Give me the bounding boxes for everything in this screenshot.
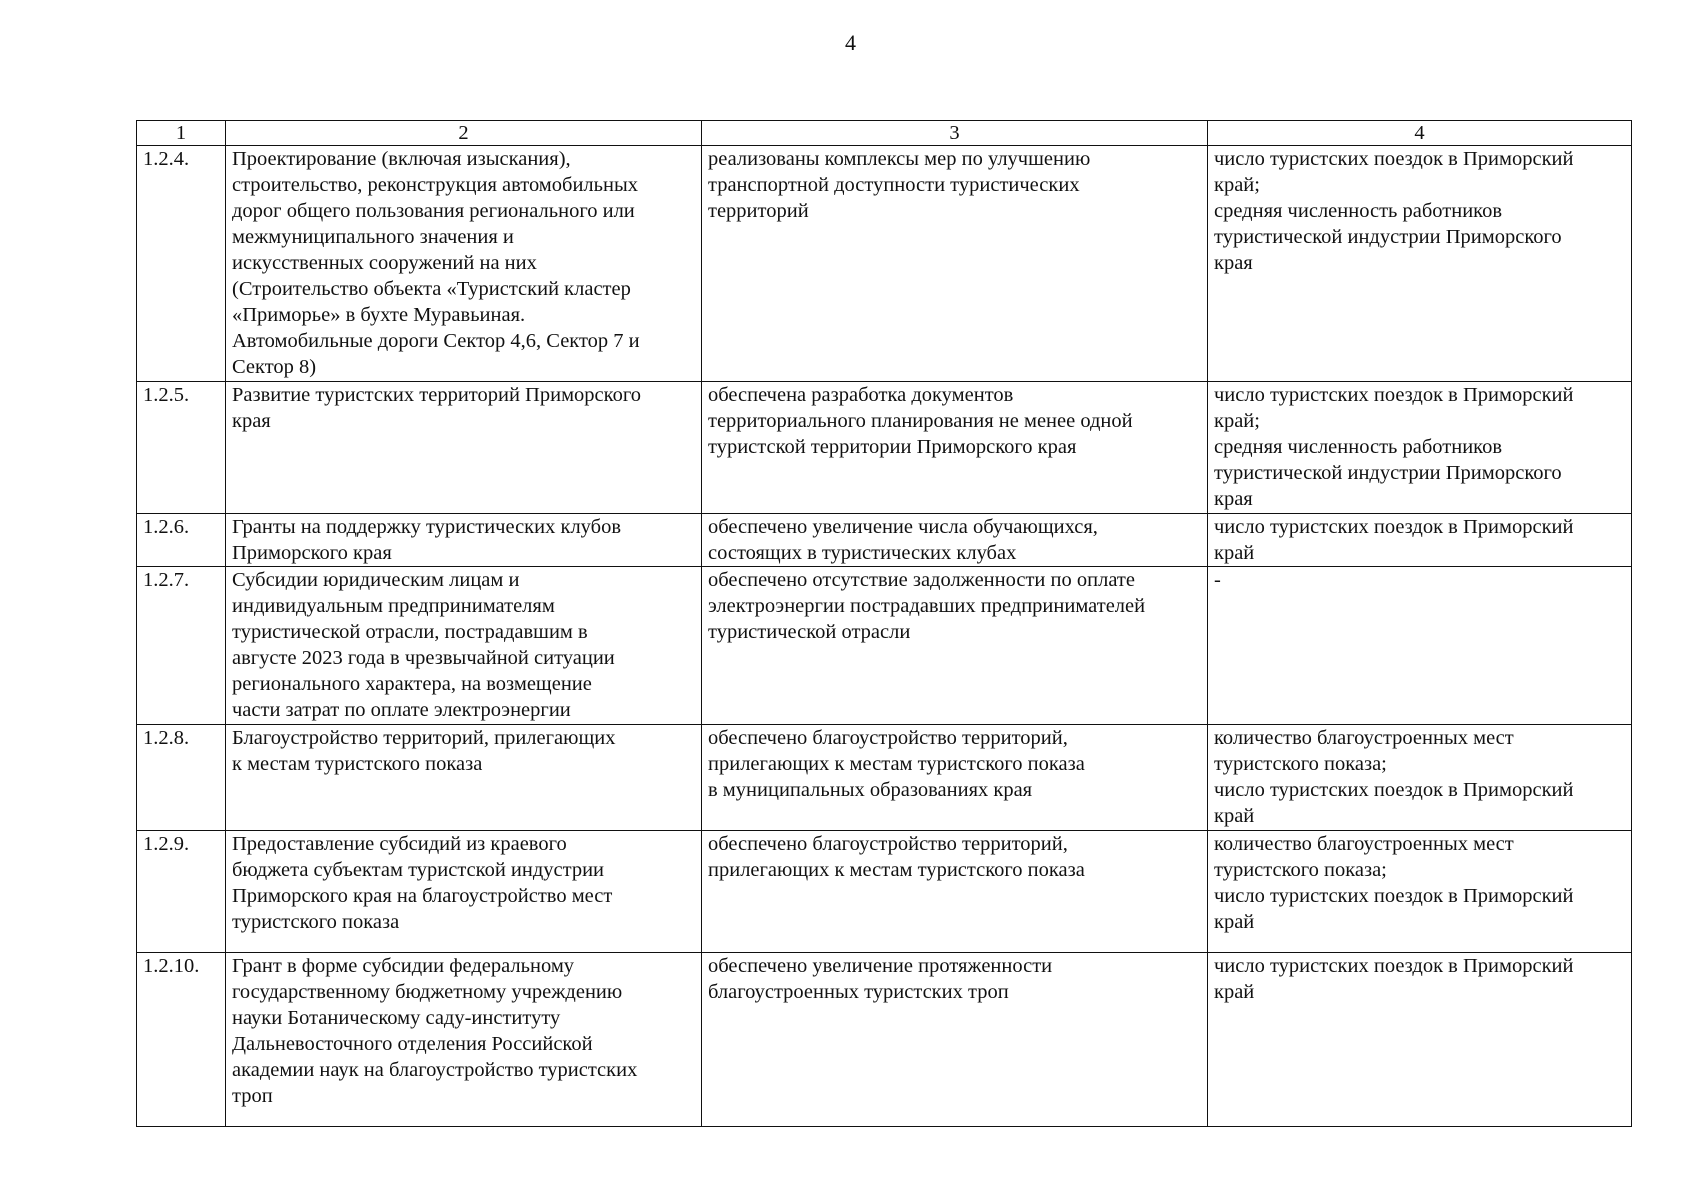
activity-cell: Проектирование (включая изыскания), строительство, реконструкция автомобильных дорог общего пользования регионального или межмуниципального значения и искусственных сооружений на них (Строительство объекта «Туристский кластер «Приморье» в бухте Муравьиная. Автомобильные дороги Сектор 4,6, Сектор 7 и Сектор 8) xyxy=(226,146,702,382)
row-number: 1.2.10. xyxy=(137,953,226,1127)
result-cell: обеспечено отсутствие задолженности по оплате электроэнергии пострадавших предпринимателей туристической отрасли xyxy=(702,567,1208,725)
row-number: 1.2.5. xyxy=(137,382,226,514)
indicator-cell: число туристских поездок в Приморский край xyxy=(1208,953,1632,1127)
column-header-3: 3 xyxy=(702,121,1208,146)
row-number: 1.2.7. xyxy=(137,567,226,725)
activity-cell: Гранты на поддержку туристических клубов Приморского края xyxy=(226,514,702,567)
result-cell: обеспечено благоустройство территорий, прилегающих к местам туристского показа xyxy=(702,831,1208,953)
table-row xyxy=(137,514,1632,567)
row-number: 1.2.8. xyxy=(137,725,226,831)
result-cell: обеспечено увеличение протяженности благоустроенных туристских троп xyxy=(702,953,1208,1127)
table-row xyxy=(137,382,1632,514)
row-number: 1.2.4. xyxy=(137,146,226,382)
activity-cell: Субсидии юридическим лицам и индивидуальным предпринимателям туристической отрасли, пострадавшим в августе 2023 года в чрезвычайной ситуации регионального характера, на возмещение части затрат по оплате электроэнергии xyxy=(226,567,702,725)
indicator-cell: число туристских поездок в Приморский край xyxy=(1208,514,1632,567)
table-row xyxy=(137,725,1632,831)
result-cell: обеспечено увеличение числа обучающихся, состоящих в туристических клубах xyxy=(702,514,1208,567)
result-cell: обеспечено благоустройство территорий, прилегающих к местам туристского показа в муниципальных образованиях края xyxy=(702,725,1208,831)
result-cell: реализованы комплексы мер по улучшению транспортной доступности туристических территорий xyxy=(702,146,1208,382)
indicator-cell: число туристских поездок в Приморский край; средняя численность работников туристической индустрии Приморского края xyxy=(1208,146,1632,382)
activity-cell: Благоустройство территорий, прилегающих к местам туристского показа xyxy=(226,725,702,831)
activity-cell: Развитие туристских территорий Приморского края xyxy=(226,382,702,514)
indicator-cell: количество благоустроенных мест туристского показа; число туристских поездок в Приморский край xyxy=(1208,831,1632,953)
activity-cell: Предоставление субсидий из краевого бюджета субъектам туристской индустрии Приморского края на благоустройство мест туристского показа xyxy=(226,831,702,953)
result-cell: обеспечена разработка документов территориального планирования не менее одной туристской территории Приморского края xyxy=(702,382,1208,514)
indicator-cell: - xyxy=(1208,567,1632,725)
measures-table xyxy=(136,120,1632,1127)
activity-cell: Грант в форме субсидии федеральному государственному бюджетному учреждению науки Ботаническому саду-институту Дальневосточного отделения Российской академии наук на благоустройство туристских троп xyxy=(226,953,702,1127)
page-number: 4 xyxy=(845,30,856,55)
column-header-1: 1 xyxy=(137,121,226,146)
row-number: 1.2.6. xyxy=(137,514,226,567)
indicator-cell: количество благоустроенных мест туристского показа; число туристских поездок в Приморский край xyxy=(1208,725,1632,831)
indicator-cell: число туристских поездок в Приморский край; средняя численность работников туристической индустрии Приморского края xyxy=(1208,382,1632,514)
column-header-4: 4 xyxy=(1208,121,1632,146)
table-row xyxy=(137,567,1632,725)
table-row xyxy=(137,953,1632,1127)
table-row xyxy=(137,146,1632,382)
header-row xyxy=(137,121,1632,146)
column-header-2: 2 xyxy=(226,121,702,146)
table-row xyxy=(137,831,1632,953)
row-number: 1.2.9. xyxy=(137,831,226,953)
